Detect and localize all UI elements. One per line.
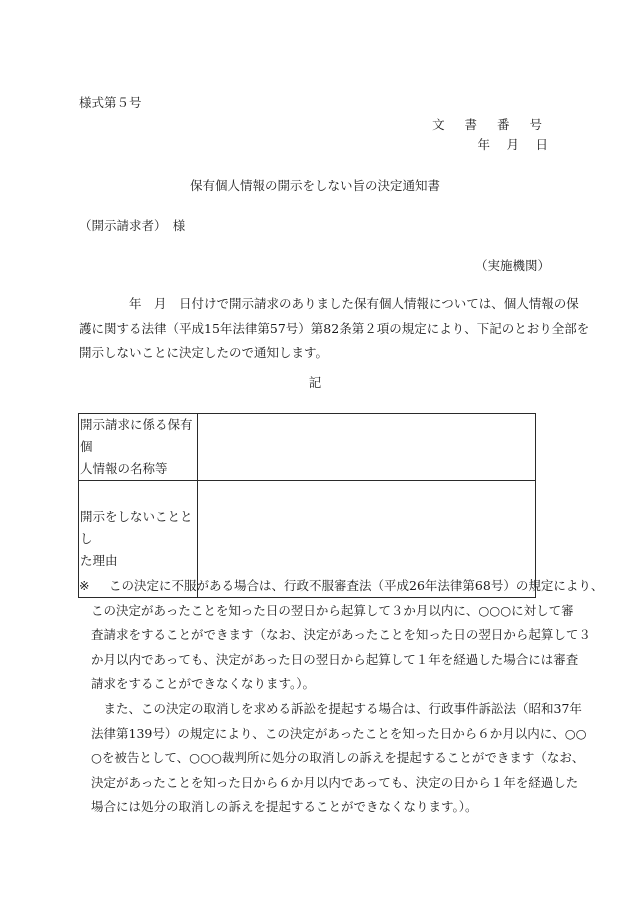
notice-body (79, 292, 590, 366)
note-paragraph-1 (79, 574, 604, 697)
table-row (79, 414, 536, 481)
table-label-cell (79, 414, 198, 481)
body-line: 年 月 日付けで開示請求のありました保有個人情報については、個人情報の保 (79, 296, 579, 311)
label-line: 開示請求に係る保有個 (80, 417, 193, 454)
body-line: 護に関する法律（平成15年法律第57号）第82条第２項の規定により、下記のとおり全部を (79, 320, 590, 336)
document-number: 文 書 番 号 (432, 117, 550, 132)
decision-table (78, 413, 536, 598)
note-line: 場合には処分の取消しの訴えを提起することができなくなります。）。 (91, 799, 478, 815)
ki-heading: 記 (308, 375, 322, 390)
implementing-agency: （実施機関） (474, 258, 550, 273)
document-title: 保有個人情報の開示をしない旨の決定通知書 (189, 178, 440, 193)
document-date: 年 月 日 (477, 137, 550, 152)
label-line: た理由 (80, 553, 118, 568)
note-line: 査請求をすることができます（なお、決定があったことを知った日の翌日から起算して３ (91, 627, 591, 643)
addressee: （開示請求者） 様 (79, 218, 186, 233)
note-line: この決定があったことを知った日の翌日から起算して３か月以内に、○○○に対して審 (91, 602, 574, 618)
note-line: 請求をすることができなくなります。）。 (91, 676, 316, 692)
note-line: 決定があったことを知った日から６か月以内であっても、決定の日から１年を経過した (91, 774, 579, 790)
label-line: 開示をしないこととし (80, 509, 193, 546)
appeal-note (79, 574, 604, 820)
note-line: この決定に不服がある場合は、行政不服審査法（平成26年法律第68号）の規定により、 (109, 578, 604, 593)
note-line: ○を被告として、○○○裁判所に処分の取消しの訴えを提起することができます（なお、 (91, 750, 585, 766)
note-paragraph-2 (79, 697, 587, 820)
note-line: 法律第139号）の規定により、この決定があったことを知った日から６か月以内に、○○ (91, 725, 587, 741)
note-line: また、この決定の取消しを求める訴訟を提起する場合は、行政事件訴訟法（昭和37年 (91, 700, 582, 716)
form-number: 様式第５号 (79, 95, 142, 110)
note-line: か月以内であっても、決定があった日の翌日から起算して１年を経過した場合には審査 (91, 651, 579, 667)
label-line: 人情報の名称等 (80, 461, 168, 476)
table-value-cell (198, 414, 536, 481)
body-line: 開示しないことに決定したので通知します。 (79, 345, 329, 360)
note-mark: ※ (79, 578, 90, 593)
